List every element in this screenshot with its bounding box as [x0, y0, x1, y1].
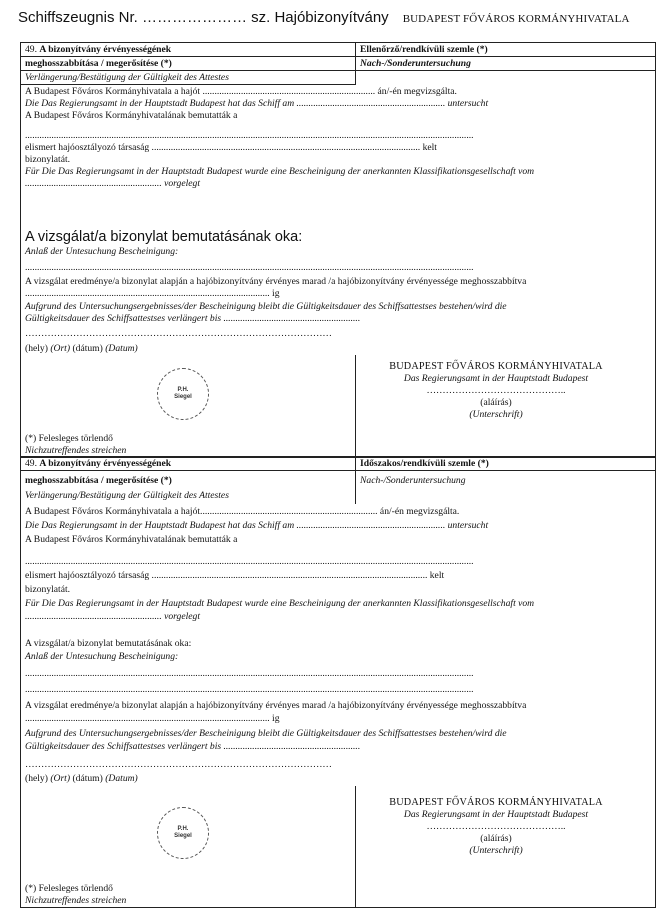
- seal-stamp: P.H. Siegel: [157, 368, 209, 420]
- document-header: [18, 9, 658, 31]
- footnote-de: Nichzutreffendes streichen: [25, 895, 127, 906]
- signature-block: [361, 797, 631, 857]
- result-line: A vizsgálat eredménye/a bizonylat alapján a hajóbizonyítvány érvényes marad /a hajóbizonyítvány érvényessége meghosszabbítva: [25, 276, 527, 287]
- reason-heading: A vizsgálat/a bizonylat bemutatásának oka:: [25, 229, 303, 245]
- signature-block: [361, 361, 631, 421]
- presented-line-de: ......................................................... vorgelegt: [25, 178, 200, 189]
- certificate-line: bizonylatát.: [25, 154, 71, 165]
- seal-stamp: P.H. Siegel: [157, 807, 209, 859]
- reason-blank: ...........................................................................................................................................................................................: [25, 262, 474, 273]
- inspection-date-line-de: Die Das Regierungsamt in der Hauptstadt Budapest hat das Schiff am .............................................................. untersucht: [25, 98, 489, 109]
- classification-line-de: Für Die Das Regierungsamt in der Hauptstadt Budapest wurde eine Bescheinigung der anerkannten Klassifikationsgesellschaft vom: [25, 598, 535, 609]
- section-subtitle-de: Verlängerung/Bestätigung der Gültigkeit des Attestes: [25, 72, 229, 83]
- signature-authority: BUDAPEST FŐVÁROS KORMÁNYHIVATALA: [389, 361, 603, 372]
- reason-blank-2: ...........................................................................................................................................................................................: [25, 684, 474, 695]
- inspection-date-line-de: Die Das Regierungsamt in der Hauptstadt Budapest hat das Schiff am .............................................................. untersucht: [25, 520, 489, 531]
- signature-line: ……………………………………..: [426, 821, 566, 832]
- reason-heading-de: Anlaß der Untesuchung Bescheinigung:: [25, 651, 179, 662]
- inspection-type: Ellenőrző/rendkívüli szemle (*): [360, 44, 488, 55]
- blank-line: ...........................................................................................................................................................................................: [25, 130, 474, 141]
- validity-section-1: [20, 42, 656, 458]
- certificate-line: bizonylatát.: [25, 584, 71, 595]
- inspection-type-de: Nach-/Sonderuntersuchung: [360, 58, 471, 69]
- result-line: A vizsgálat eredménye/a bizonylat alapján a hajóbizonyítvány érvényes marad /a hajóbizonyítvány érvényessége meghosszabbítva: [25, 700, 527, 711]
- validity-section-2: [20, 457, 656, 908]
- section-subtitle: meghosszabbítása / megerősítése (*): [25, 475, 172, 486]
- signature-label-de: (Unterschrift): [469, 409, 523, 420]
- signature-authority-de: Das Regierungsamt in der Hauptstadt Budapest: [403, 809, 589, 820]
- result-line-de: Aufgrund des Untersuchungsergebnisses/der Bescheinigung bleibt die Gültigkeitsdauer des Schiffsattestses bestehen/wird die: [25, 728, 507, 739]
- header-divider: [355, 457, 356, 504]
- reason-heading-de: Anlaß der Untesuchung Bescheinigung:: [25, 246, 179, 257]
- authority-header: BUDAPEST FŐVÁROS KORMÁNYHIVATALA: [402, 13, 630, 25]
- signature-authority: BUDAPEST FŐVÁROS KORMÁNYHIVATALA: [389, 797, 603, 808]
- place-date-labels: (hely) (Ort) (dátum) (Datum): [25, 343, 138, 354]
- place-date-labels: (hely) (Ort) (dátum) (Datum): [25, 773, 138, 784]
- until-line: ...................................................................................................... ig: [25, 713, 280, 724]
- inspection-type: Időszakos/rendkívüli szemle (*): [360, 458, 489, 469]
- signature-label: (aláírás): [480, 397, 512, 408]
- extended-until-de: Gültigkeitsdauer des Schiffsattestses verlängert bis .........................................................: [25, 741, 361, 752]
- header-divider: [355, 43, 356, 84]
- footnote: (*) Felesleges törlendő: [25, 433, 113, 444]
- place-date-blank: ……………………………………………………………………………………: [25, 328, 332, 339]
- result-line-de: Aufgrund des Untersuchungsergebnisses/der Bescheinigung bleibt die Gültigkeitsdauer des Schiffsattestses bestehen/wird die: [25, 301, 507, 312]
- section-number-title: 49. A bizonyítvány érvényességének: [25, 44, 172, 55]
- reason-heading: A vizsgálat/a bizonylat bemutatásának oka:: [25, 638, 192, 649]
- section-number-title: 49. A bizonyítvány érvényességének: [25, 458, 172, 469]
- extended-until-de: Gültigkeitsdauer des Schiffsattestses verlängert bis .........................................................: [25, 313, 361, 324]
- classification-society-line: elismert hajóosztályozó társaság ................................................................................................................... kelt: [25, 570, 445, 581]
- signature-divider: [355, 355, 356, 458]
- classification-line-de: Für Die Das Regierungsamt in der Hauptstadt Budapest wurde eine Bescheinigung der anerkannten Klassifikationsgesellschaft vom: [25, 166, 535, 177]
- signature-label-de: (Unterschrift): [469, 845, 523, 856]
- presented-line: A Budapest Főváros Kormányhivatalának bemutatták a: [25, 534, 238, 545]
- section-subtitle-de: Verlängerung/Bestätigung der Gültigkeit des Attestes: [25, 490, 229, 501]
- footnote: (*) Felesleges törlendő: [25, 883, 113, 894]
- blank-line: ...........................................................................................................................................................................................: [25, 556, 474, 567]
- signature-line: ……………………………………..: [426, 385, 566, 396]
- signature-authority-de: Das Regierungsamt in der Hauptstadt Budapest: [403, 373, 589, 384]
- until-line: ...................................................................................................... ig: [25, 288, 280, 299]
- place-date-blank: ……………………………………………………………………………………: [25, 759, 332, 770]
- signature-label: (aláírás): [480, 833, 512, 844]
- inspection-type-de: Nach-/Sonderuntersuchung: [360, 475, 466, 486]
- section-subtitle: meghosszabbítása / megerősítése (*): [25, 58, 172, 69]
- footnote-de: Nichzutreffendes streichen: [25, 445, 127, 456]
- presented-line: A Budapest Főváros Kormányhivatalának bemutatták a: [25, 110, 238, 121]
- presented-line-de: ......................................................... vorgelegt: [25, 611, 200, 622]
- signature-divider: [355, 786, 356, 907]
- inspection-date-line: A Budapest Főváros Kormányhivatala a hajót.......................................................................... án/-én megvizsgálta.: [25, 506, 460, 517]
- reason-blank: ...........................................................................................................................................................................................: [25, 668, 474, 679]
- classification-society-line: elismert hajóosztályozó társaság ................................................................................................................ kelt: [25, 142, 437, 153]
- certificate-number-title: Schiffszeugnis Nr. ………………… sz. Hajóbizonyítvány: [18, 9, 389, 26]
- inspection-date-line: A Budapest Főváros Kormányhivatala a hajót ........................................................................ án/-én megvizsgálta.: [25, 86, 457, 97]
